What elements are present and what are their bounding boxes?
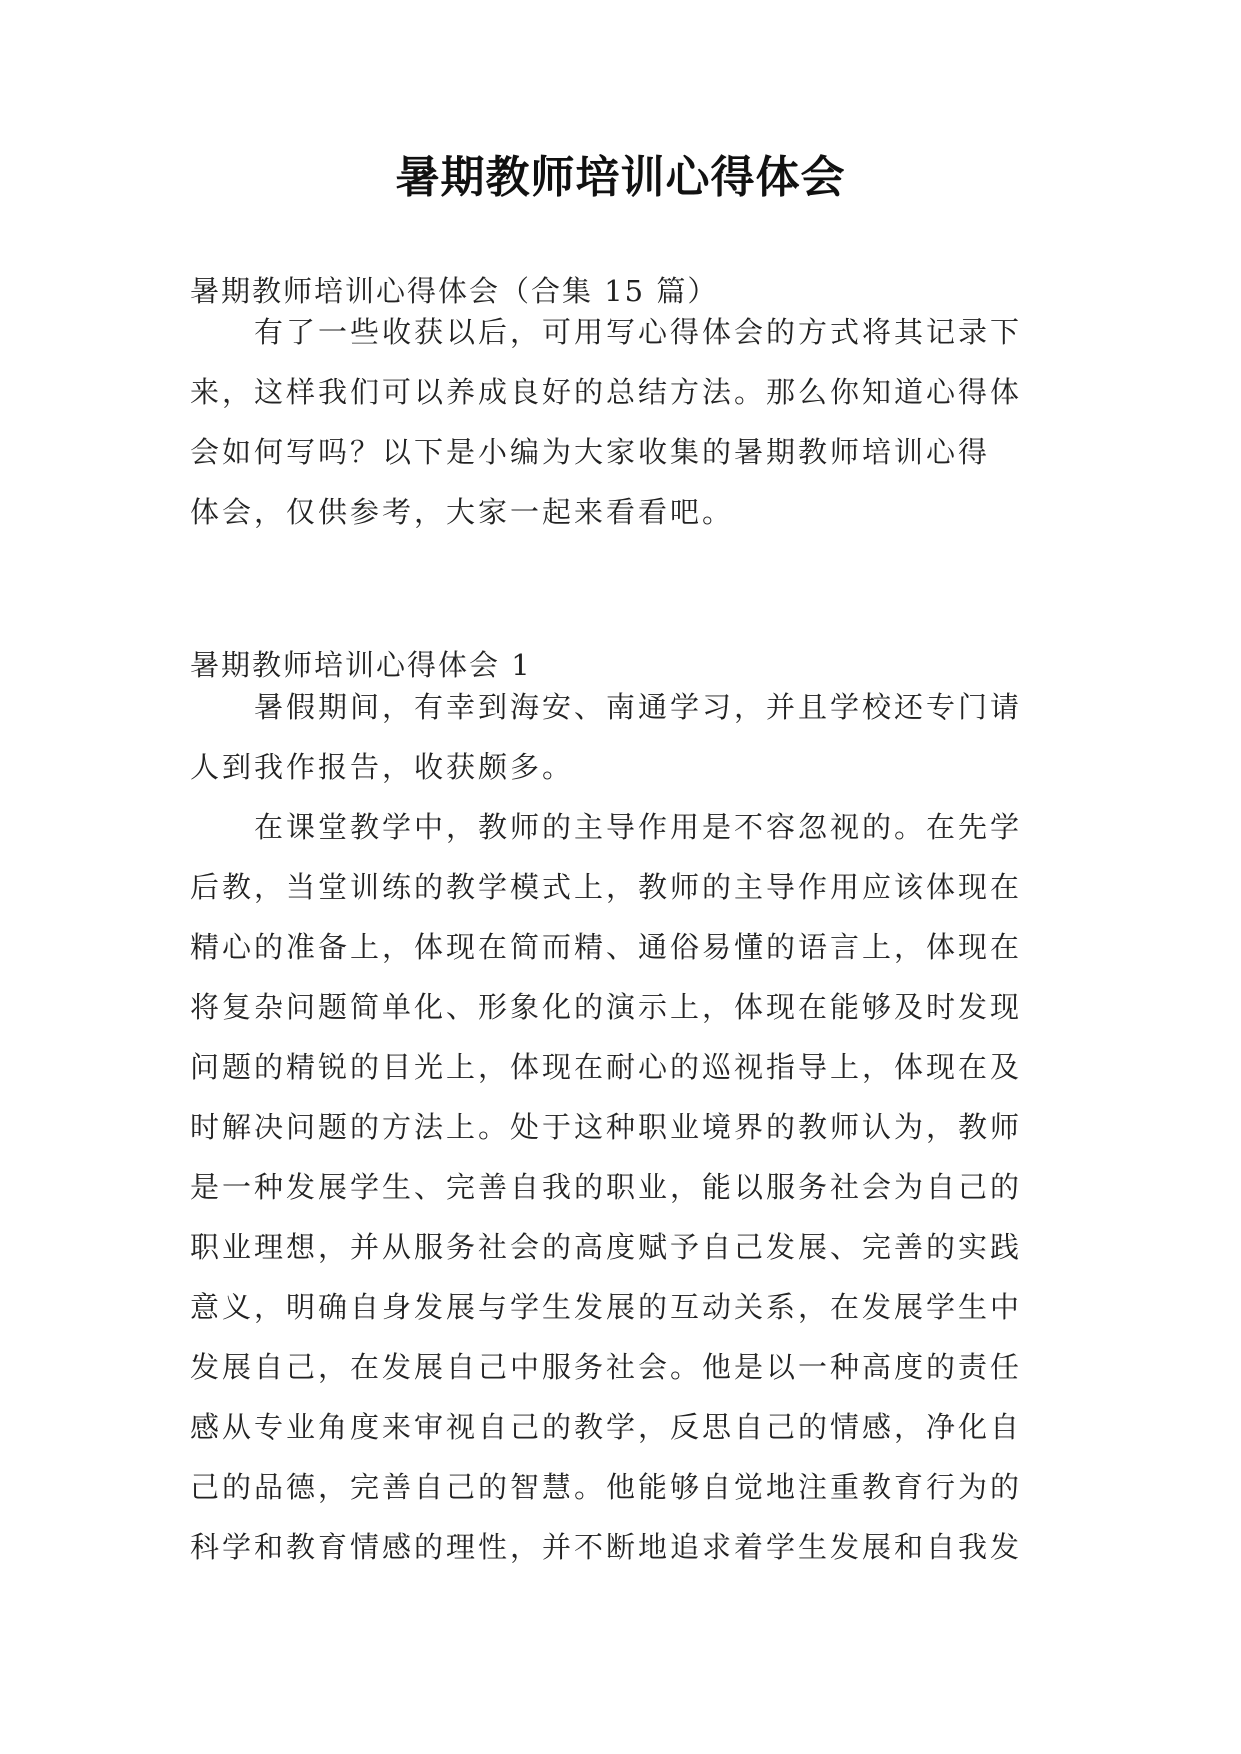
paragraph-line: 在课堂教学中，教师的主导作用是不容忽视的。在先学 [254,810,1023,844]
paragraph-line: 问题的精锐的目光上，体现在耐心的巡视指导上，体现在及 [190,1050,1023,1084]
paragraph-line: 职业理想，并从服务社会的高度赋予自己发展、完善的实践 [190,1230,1023,1264]
paragraph-2 [190,797,1056,1577]
section-heading: 暑期教师培训心得体会 1 [190,648,532,682]
paragraph-line: 时解决问题的方法上。处于这种职业境界的教师认为，教师 [190,1110,1023,1144]
document-title: 暑期教师培训心得体会 [395,152,846,203]
paragraph-line: 暑假期间，有幸到海安、南通学习，并且学校还专门请 [254,690,1023,724]
paragraph-line: 科学和教育情感的理性，并不断地追求着学生发展和自我发 [190,1530,1023,1564]
intro-line: 来，这样我们可以养成良好的总结方法。那么你知道心得体 [190,375,1023,409]
paragraph-line: 发展自己，在发展自己中服务社会。他是以一种高度的责任 [190,1350,1023,1384]
paragraph-line: 是一种发展学生、完善自我的职业，能以服务社会为自己的 [190,1170,1023,1204]
intro-line: 体会，仅供参考，大家一起来看看吧。 [190,495,735,529]
paragraph-line: 后教，当堂训练的教学模式上，教师的主导作用应该体现在 [190,870,1023,904]
intro-line: 有了一些收获以后，可用写心得体会的方式将其记录下 [254,315,1023,349]
paragraph-line: 精心的准备上，体现在简而精、通俗易懂的语言上，体现在 [190,930,1023,964]
paragraph-line: 人到我作报告，收获颇多。 [190,750,575,784]
intro-paragraph [190,302,1056,542]
paragraph-line: 意义，明确自身发展与学生发展的互动关系，在发展学生中 [190,1290,1023,1324]
paragraph-line: 己的品德，完善自己的智慧。他能够自觉地注重教育行为的 [190,1470,1023,1504]
paragraph-line: 感从专业角度来审视自己的教学，反思自己的情感，净化自 [190,1410,1023,1444]
intro-line: 会如何写吗？以下是小编为大家收集的暑期教师培训心得 [190,435,991,469]
paragraph-line: 将复杂问题简单化、形象化的演示上，体现在能够及时发现 [190,990,1023,1024]
paragraph-1 [190,677,1056,797]
collection-heading: 暑期教师培训心得体会（合集 15 篇） [190,274,719,308]
